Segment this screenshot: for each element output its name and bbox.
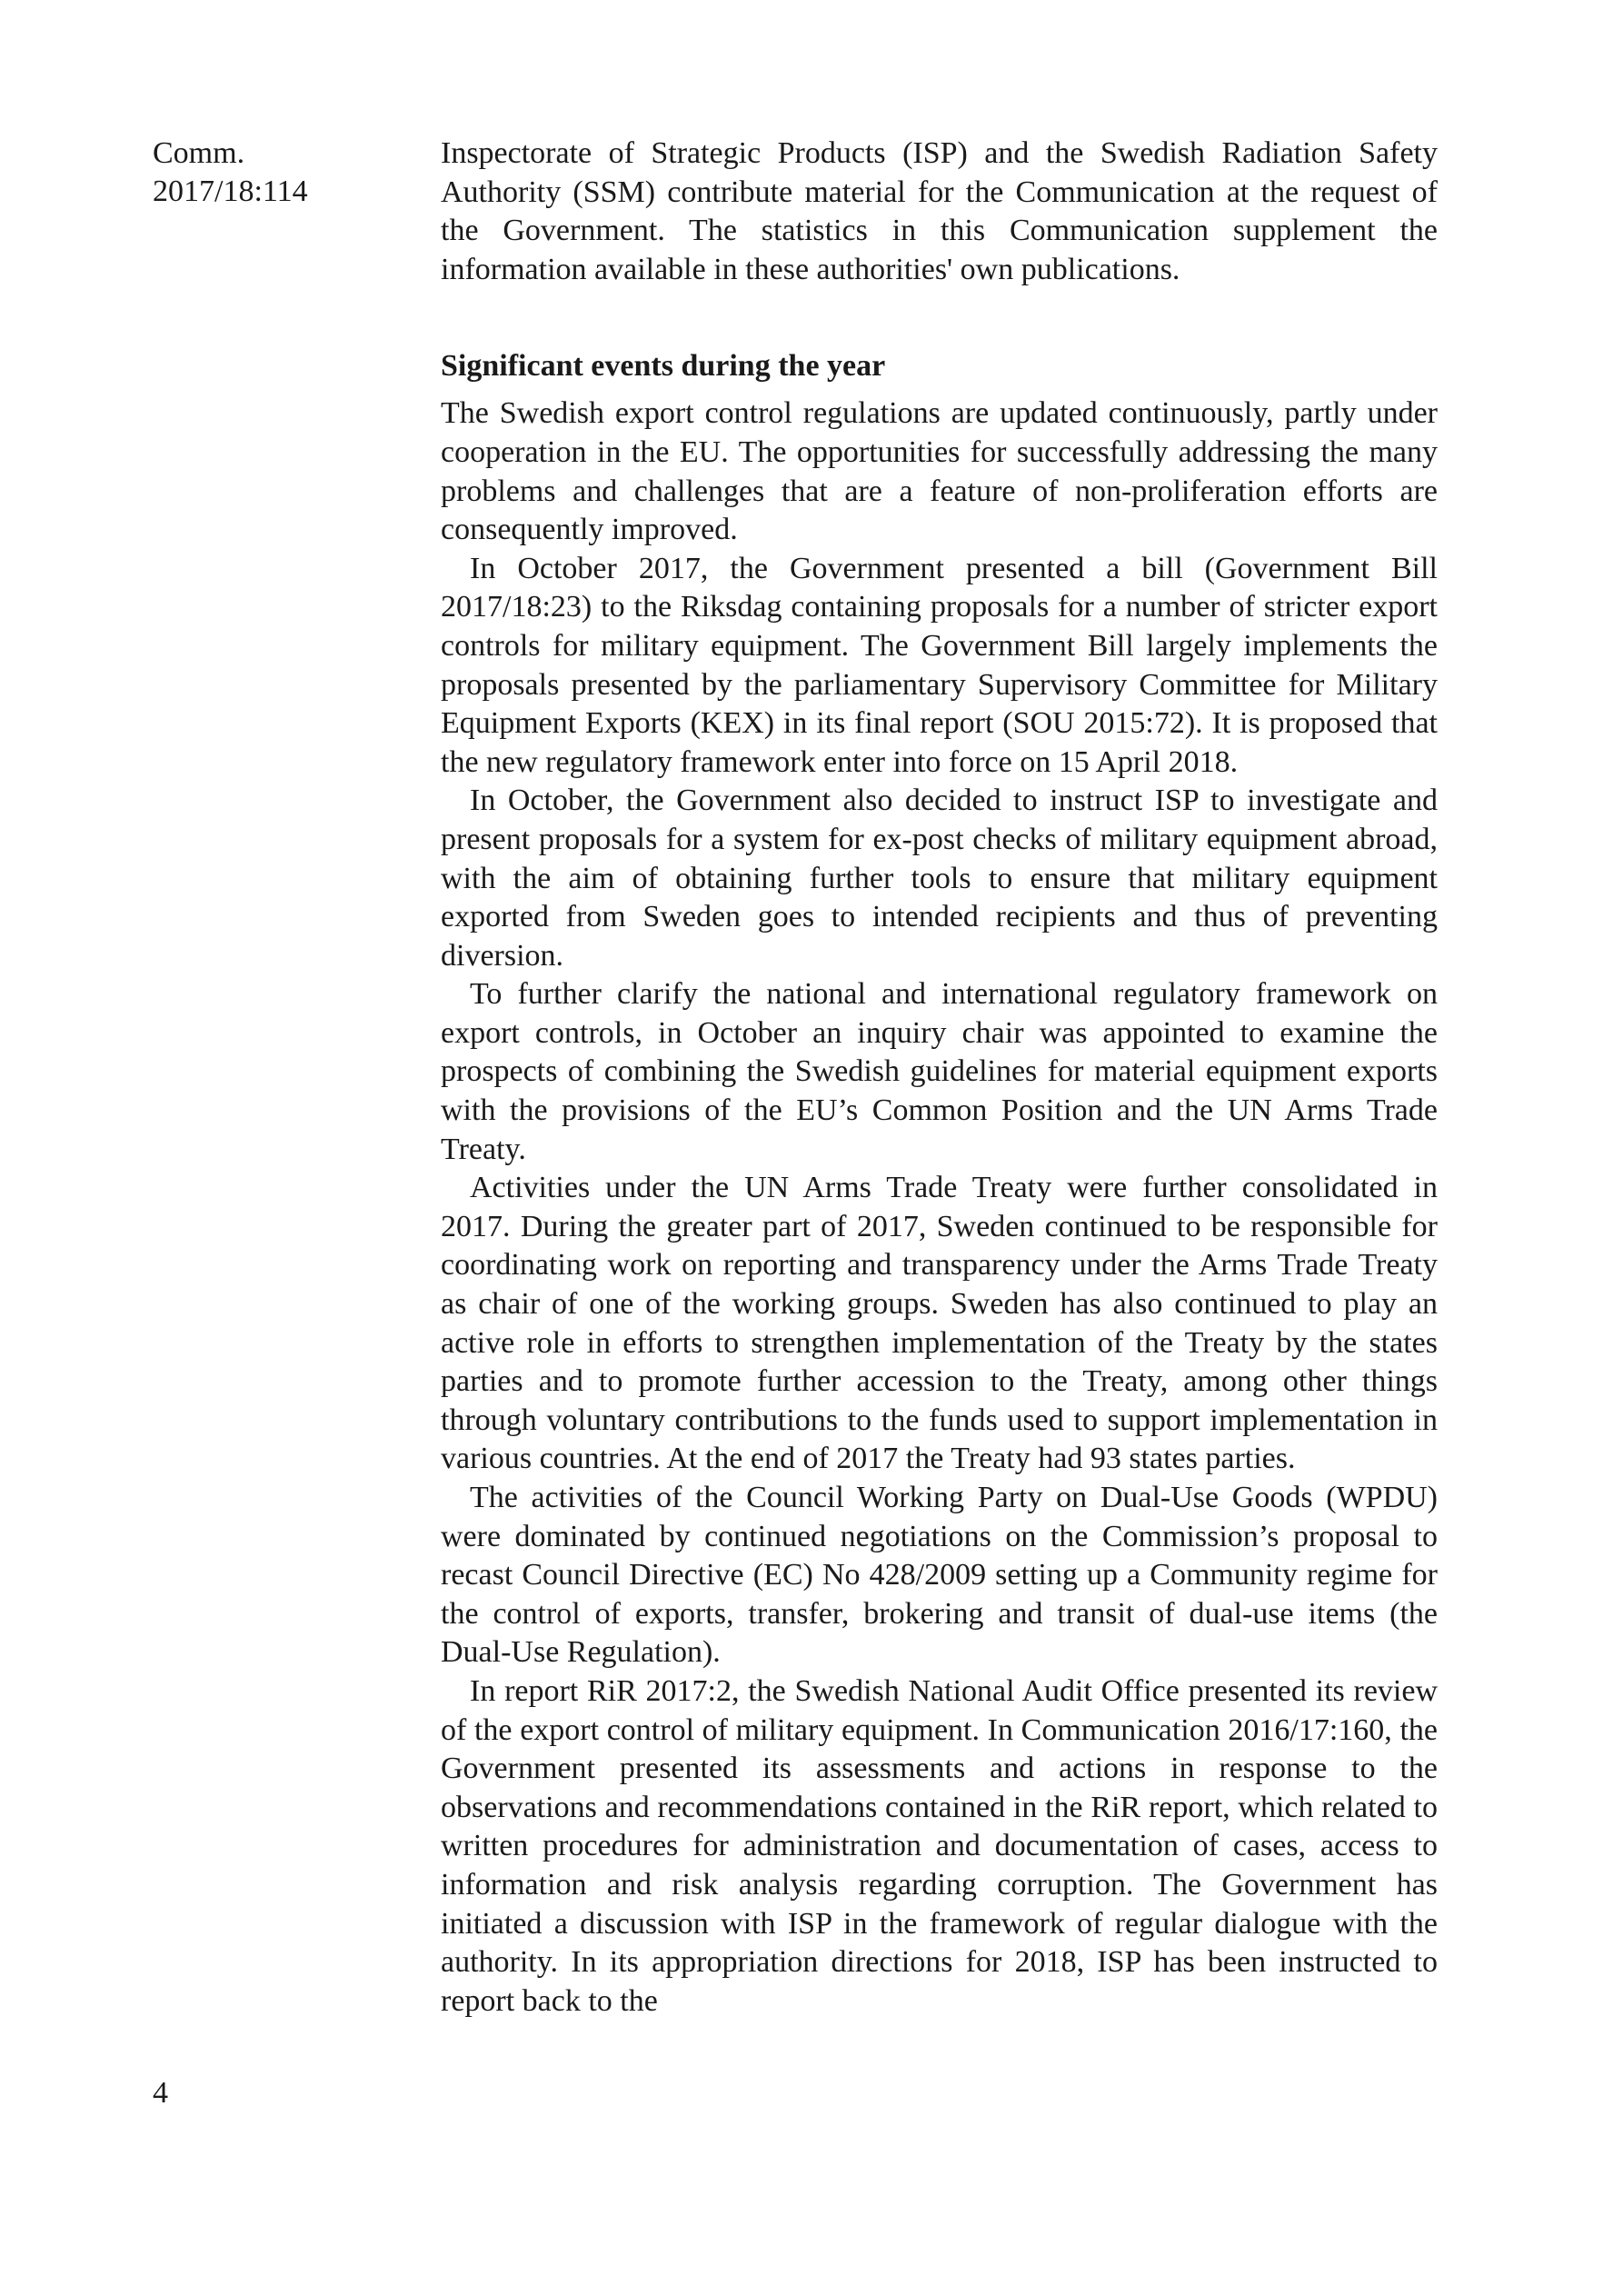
- page-number: 4: [153, 2076, 168, 2110]
- document-reference-line1: Comm.: [153, 136, 245, 170]
- body-paragraph: To further clarify the national and international regulatory framework on export controls, in October an inquiry chair was appointed to examine the prospects of combining the Swedish guidelines for material equipment exports with the provisions of the EU’s Common Position and the UN Arms Trade Treaty.: [441, 977, 1438, 1166]
- body-paragraph: The activities of the Council Working Party on Dual-Use Goods (WPDU) were dominated by continued negotiations on the Commission’s proposal to recast Council Directive (EC) No 428/2009 setting up a Community regime for the control of exports, transfer, brokering and transit of dual-use items (the Dual-Use Regulation).: [441, 1481, 1438, 1670]
- main-text-column: [441, 135, 1438, 2021]
- body-paragraph: Activities under the UN Arms Trade Treaty were further consolidated in 2017. During the greater part of 2017, Sweden continued to be responsible for coordinating work on reporting and transparency under the Arms Trade Treaty as chair of one of the working groups. Sweden has also continued to play an active role in efforts to strengthen implementation of the Treaty by the states parties and to promote further accession to the Treaty, among other things through voluntary contributions to the funds used to support implementation in various countries. At the end of 2017 the Treaty had 93 states parties.: [441, 1171, 1438, 1476]
- document-reference: [153, 135, 308, 211]
- section-heading: Significant events during the year: [441, 349, 886, 384]
- body-paragraph: The Swedish export control regulations are updated continuously, partly under cooperation in the EU. The opportunities for successfully addressing the many problems and challenges that are a feature of non-proliferation efforts are consequently improved.: [441, 396, 1438, 547]
- body-paragraph: In October 2017, the Government presented a bill (Government Bill 2017/18:23) to the Riksdag containing proposals for a number of stricter export controls for military equipment. The Government Bill largely implements the proposals presented by the parliamentary Supervisory Committee for Military Equipment Exports (KEX) in its final report (SOU 2015:72). It is proposed that the new regulatory framework enter into force on 15 April 2018.: [441, 551, 1438, 779]
- body-paragraph: In October, the Government also decided to instruct ISP to investigate and present proposals for a system for ex-post checks of military equipment abroad, with the aim of obtaining further tools to ensure that military equipment exported from Sweden goes to intended recipients and thus of preventing diversion.: [441, 784, 1438, 973]
- body-paragraph: In report RiR 2017:2, the Swedish National Audit Office presented its review of the export control of military equipment. In Communication 2016/17:160, the Government presented its assessments and actions in response to the observations and recommendations contained in the RiR report, which related to written procedures for administration and documentation of cases, access to information and risk analysis regarding corruption. The Government has initiated a discussion with ISP in the framework of regular dialogue with the authority. In its appropriation directions for 2018, ISP has been instructed to report back to the: [441, 1673, 1438, 2018]
- intro-paragraph: Inspectorate of Strategic Products (ISP) and the Swedish Radiation Safety Authority (SSM) contribute material for the Communication at the request of the Government. The statistics in this Communication supplement the information available in these authorities' own publications.: [441, 136, 1438, 286]
- document-reference-line2: 2017/18:114: [153, 175, 308, 208]
